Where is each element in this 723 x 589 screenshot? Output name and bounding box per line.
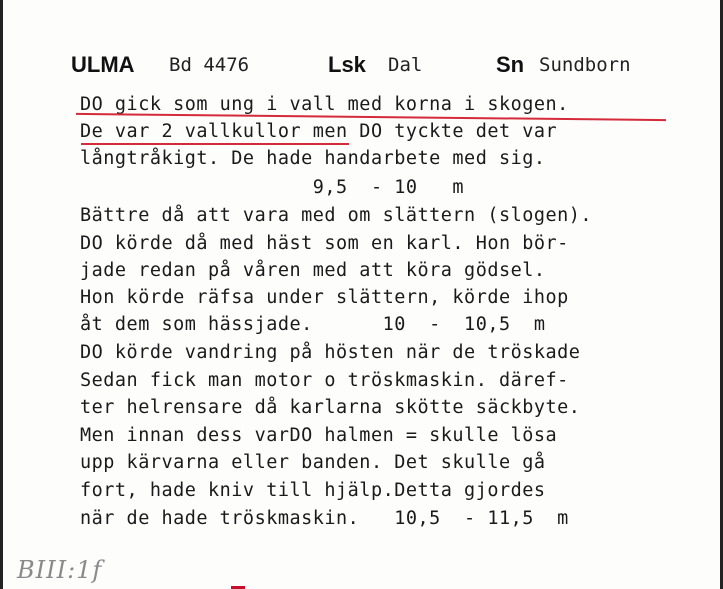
lsk-value: Dal xyxy=(388,54,423,76)
sn-label: Sn xyxy=(496,52,525,77)
text-line-13: Men innan dess varDO halmen = skulle lösa xyxy=(80,425,558,446)
text-line-10: DO körde vandring på hösten när de tröskade xyxy=(80,342,581,363)
sn-value: Sundborn xyxy=(539,54,631,76)
red-underline-2 xyxy=(81,143,349,145)
text-line-7: jade redan på våren med att köra gödsel. xyxy=(80,260,546,281)
text-line-5: Bättre då att vara med om slättern (slogen). xyxy=(80,205,593,226)
ulma-value: Bd 4476 xyxy=(169,54,250,76)
archive-mark: BIII:1f xyxy=(17,556,103,584)
lsk-label: Lsk xyxy=(328,52,366,77)
text-line-1: DO gick som ung i vall med korna i skogen. xyxy=(80,94,569,115)
text-line-8: Hon körde räfsa under slättern, körde ihop xyxy=(80,287,569,308)
text-line-6: DO körde då med häst som en karl. Hon bör- xyxy=(80,233,569,254)
text-line-14: upp kärvarna eller banden. Det skulle gå xyxy=(80,452,546,473)
text-line-15: fort, hade kniv till hjälp.Detta gjordes xyxy=(80,480,546,501)
text-line-9: åt dem som hässjade. 10 - 10,5 m xyxy=(80,314,546,335)
text-line-16: när de hade tröskmaskin. 10,5 - 11,5 m xyxy=(80,508,569,529)
text-line-12: ter helrensare då karlarna skötte säckbyte. xyxy=(80,397,581,418)
text-line-4: 9,5 - 10 m xyxy=(80,177,465,198)
ulma-label: ULMA xyxy=(71,52,135,77)
text-line-11: Sedan fick man motor o tröskmaskin. däref- xyxy=(80,370,569,391)
text-line-3: långtråkigt. De hade handarbete med sig. xyxy=(80,148,546,169)
text-line-2: De var 2 vallkullor men DO tyckte det var xyxy=(80,121,558,142)
